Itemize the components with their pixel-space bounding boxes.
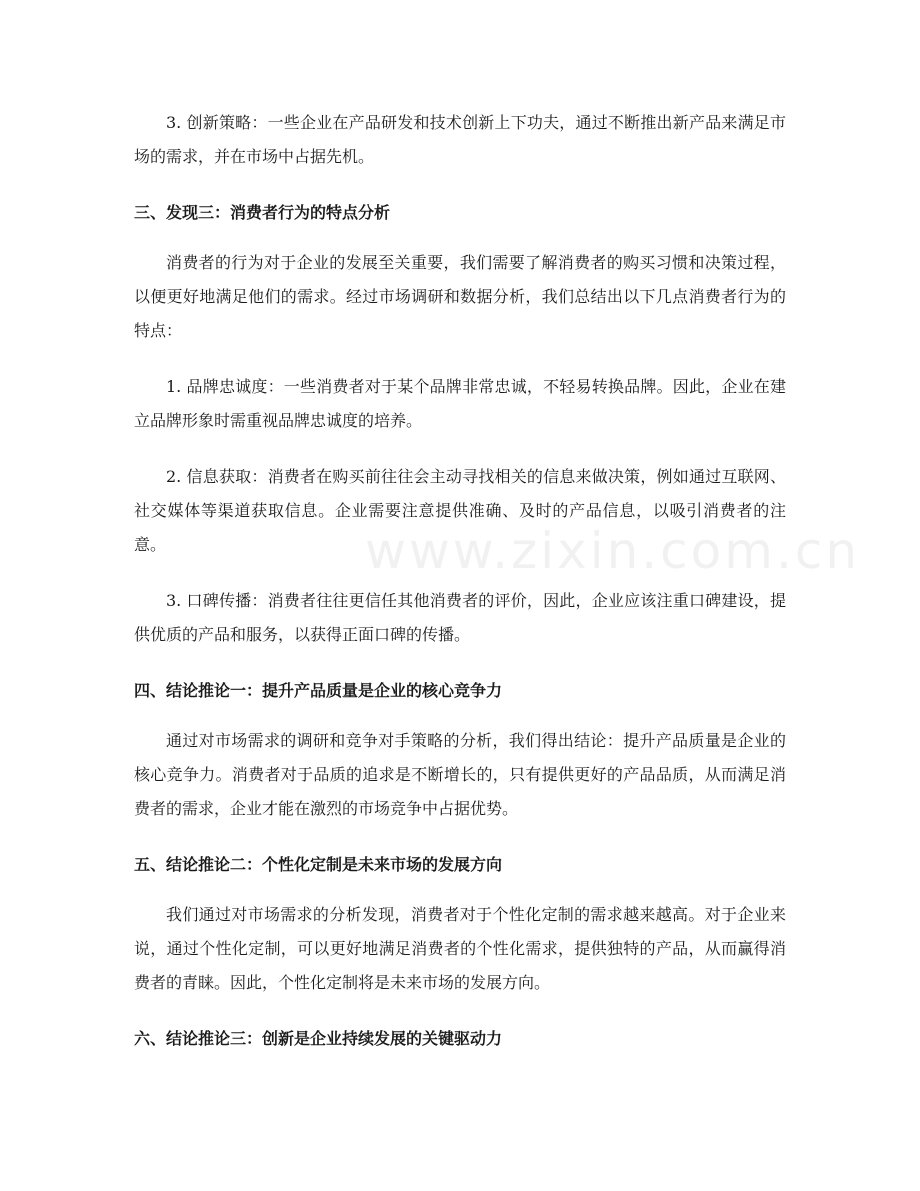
consumer-behavior-intro-paragraph: 消费者的行为对于企业的发展至关重要，我们需要了解消费者的购买习惯和决策过程，以便更好地满足他们的需求。经过市场调研和数据分析，我们总结出以下几点消费者行为的特点：	[134, 253, 786, 340]
innovation-strategy-paragraph: 3. 创新策略：一些企业在产品研发和技术创新上下功夫，通过不断推出新产品来满足市场的需求，并在市场中占据先机。	[134, 113, 786, 166]
section-heading-six: 六、结论推论三：创新是企业持续发展的关键驱动力	[134, 1029, 503, 1048]
information-acquisition-paragraph: 2. 信息获取：消费者在购买前往往会主动寻找相关的信息来做决策，例如通过互联网、社交媒体等渠道获取信息。企业需要注意提供准确、及时的产品信息，以吸引消费者的注意。	[134, 467, 786, 554]
word-of-mouth-paragraph: 3. 口碑传播：消费者往往更信任其他消费者的评价，因此，企业应该注重口碑建设，提供优质的产品和服务，以获得正面口碑的传播。	[134, 591, 786, 644]
section-heading-three: 三、发现三：消费者行为的特点分析	[134, 203, 391, 222]
section-heading-five: 五、结论推论二：个性化定制是未来市场的发展方向	[134, 855, 503, 874]
customization-paragraph: 我们通过对市场需求的分析发现，消费者对于个性化定制的需求越来越高。对于企业来说，通过个性化定制，可以更好地满足消费者的个性化需求，提供独特的产品，从而赢得消费者的青睐。因此，个性化定制将是未来市场的发展方向。	[134, 905, 786, 992]
product-quality-paragraph: 通过对市场需求的调研和竞争对手策略的分析，我们得出结论：提升产品质量是企业的核心竞争力。消费者对于品质的追求是不断增长的，只有提供更好的产品品质，从而满足消费者的需求，企业才能在激烈的市场竞争中占据优势。	[134, 731, 786, 818]
watermark-text: www.zixin.com.cn	[365, 522, 861, 580]
document-body	[134, 106, 786, 1056]
section-heading-four: 四、结论推论一：提升产品质量是企业的核心竞争力	[134, 681, 503, 700]
brand-loyalty-paragraph: 1. 品牌忠诚度：一些消费者对于某个品牌非常忠诚，不轻易转换品牌。因此，企业在建立品牌形象时需重视品牌忠诚度的培养。	[134, 377, 786, 430]
